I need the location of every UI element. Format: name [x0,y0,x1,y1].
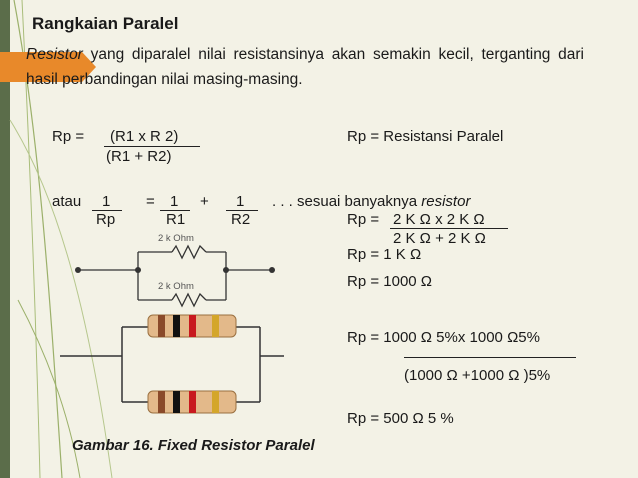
calc-line2: Rp = 1 K Ω [347,246,422,263]
calc-fraction-bar [390,228,508,229]
figure-caption: Gambar 16. Fixed Resistor Paralel [72,437,315,454]
calc-line1-numerator: 2 K Ω x 2 K Ω [393,211,485,228]
calc-line1-lhs: Rp = [347,211,380,228]
formula1-note: Rp = Resistansi Paralel [347,128,504,145]
formula2-prefix: atau [52,193,82,210]
formula2-suffix [272,193,470,210]
formula2-plus: + [200,193,209,210]
description-paragraph [26,42,584,92]
description-text: yang diparalel nilai resistansinya akan semakin kecil, terganting dari hasil perbandingan nilai masing-masing. [26,46,584,88]
formula2-suffix-italic: resistor [421,193,471,210]
calc-line4-bar [404,357,576,358]
formula2-suffix-text: . . . sesuai banyaknya [272,193,418,210]
formula2-n1: 1 [102,193,111,210]
formula2-d2: R1 [166,211,186,228]
formula1-lhs: Rp = [52,128,85,145]
formula1-numerator: (R1 x R 2) [110,128,179,145]
calc-line4: Rp = 1000 Ω 5%x 1000 Ω5% [347,329,540,346]
calc-line5: (1000 Ω +1000 Ω )5% [404,367,551,384]
formula1-denominator: (R1 + R2) [106,148,172,165]
calc-line1-denominator: 2 K Ω + 2 K Ω [393,230,486,247]
calc-line3: Rp = 1000 Ω [347,273,433,290]
formula2-eq: = [146,193,155,210]
resistor-term: Resistor [26,46,83,63]
formula2-n2: 1 [170,193,179,210]
formula1-fraction-bar [104,146,200,147]
formula2-d1: Rp [96,211,116,228]
resistor1-label: 2 k Ohm [158,233,194,244]
resistor2-label: 2 k Ohm [158,281,194,292]
formula2-n3: 1 [236,193,245,210]
calc-line6: Rp = 500 Ω 5 % [347,410,454,427]
parallel-circuit-diagram [60,225,290,430]
formula2-d3: R2 [231,211,251,228]
slide-title: Rangkaian Paralel [32,14,179,33]
